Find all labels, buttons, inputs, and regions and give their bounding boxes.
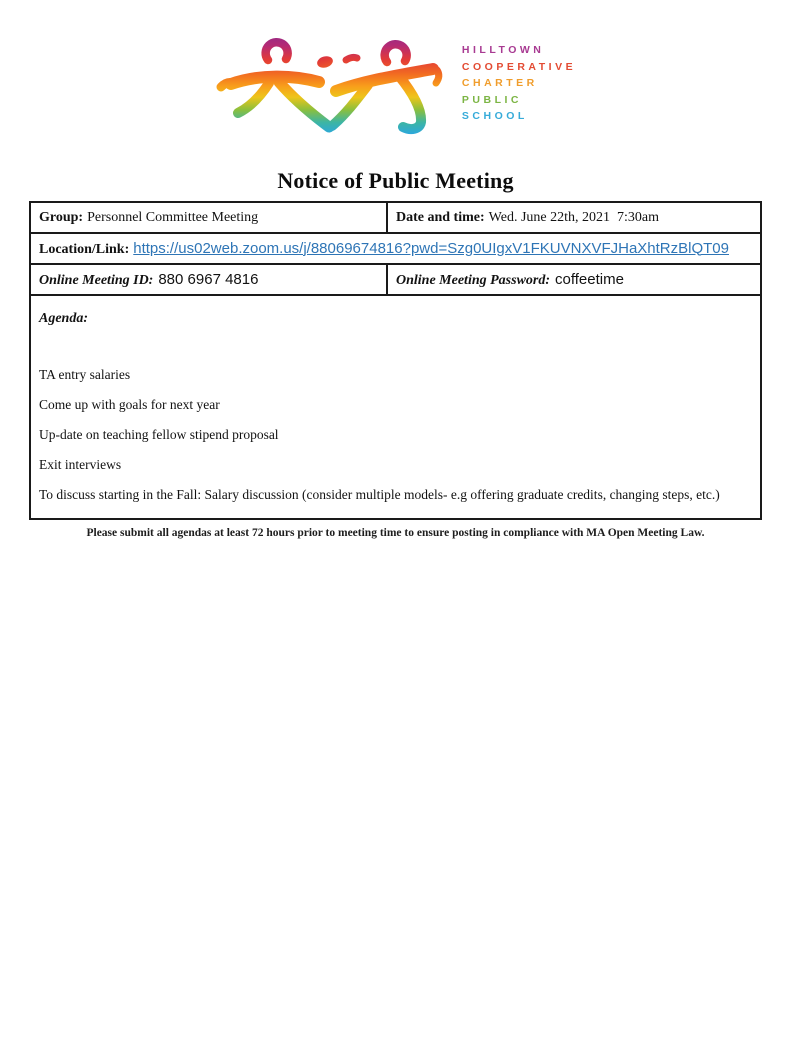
compliance-note: Please submit all agendas at least 72 hours prior to meeting time to ensure posting in compliance with MA Open Meeting Law. xyxy=(86,527,705,539)
meeting-id-value: 880 6967 4816 xyxy=(158,270,259,288)
password-cell xyxy=(387,264,761,295)
meeting-id-label: Online Meeting ID: xyxy=(39,272,154,288)
table-row xyxy=(30,202,761,233)
logo-word-public: PUBLIC xyxy=(461,93,523,106)
logo-wordmark xyxy=(462,30,576,125)
meeting-id-cell xyxy=(30,264,387,295)
password-value: coffeetime xyxy=(555,270,624,288)
zoom-meeting-link[interactable]: https://us02web.zoom.us/j/88069674816?pwd=Szg0UIgxV1FKUVNXVFJHaXhtRzBlQT09 xyxy=(133,239,729,257)
agenda-item: Up-date on teaching fellow stipend proposal xyxy=(39,427,279,442)
dancing-figures-icon xyxy=(215,30,450,135)
agenda-item: To discuss starting in the Fall: Salary discussion (consider multiple models- e.g offering graduate credits, changing steps, etc.) xyxy=(39,487,720,502)
table-row xyxy=(30,295,761,519)
table-row xyxy=(30,233,761,264)
agenda-item: Come up with goals for next year xyxy=(39,397,220,412)
group-label: Group: xyxy=(39,209,84,225)
logo-word-cooperative: COOPERATIVE xyxy=(461,60,577,73)
agenda-label: Agenda: xyxy=(39,311,88,326)
agenda-item: Exit interviews xyxy=(39,457,122,472)
agenda-cell xyxy=(30,295,761,519)
group-value: Personnel Committee Meeting xyxy=(87,209,259,225)
document-page xyxy=(0,30,791,1054)
school-logo xyxy=(0,30,791,135)
agenda-item: TA entry salaries xyxy=(39,367,131,382)
password-label: Online Meeting Password: xyxy=(396,272,551,288)
location-cell xyxy=(30,233,761,264)
datetime-label: Date and time: xyxy=(396,209,485,225)
meeting-info-table xyxy=(29,201,762,520)
logo-word-school: SCHOOL xyxy=(461,110,528,122)
datetime-cell xyxy=(387,202,761,233)
datetime-value: Wed. June 22th, 2021 7:30am xyxy=(488,209,660,225)
page-title: Notice of Public Meeting xyxy=(277,168,514,193)
logo-word-charter: CHARTER xyxy=(461,77,538,89)
location-label: Location/Link: xyxy=(39,241,130,257)
group-cell xyxy=(30,202,387,233)
logo-word-hilltown: HILLTOWN xyxy=(461,44,545,56)
table-row xyxy=(30,264,761,295)
